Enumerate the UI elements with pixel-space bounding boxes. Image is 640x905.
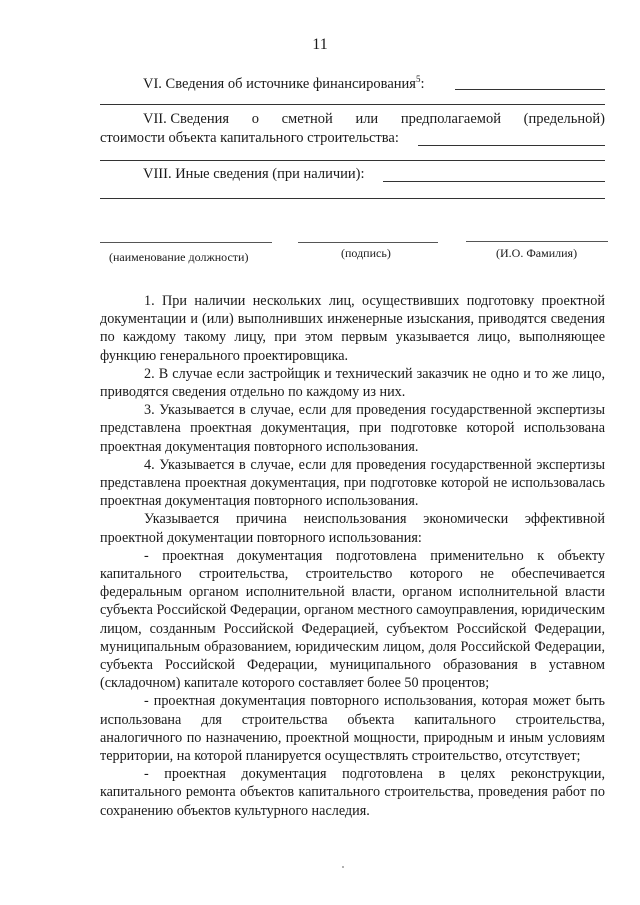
- footnotes-block: [100, 292, 605, 820]
- scan-speck: [342, 866, 344, 868]
- section-vii-fill-line-2: [100, 160, 605, 161]
- section-vi-heading: [143, 74, 425, 93]
- footnote-5-intro: Указывается причина неиспользования экономически эффективной проектной документации повторного использования:: [100, 511, 605, 546]
- section-vi-label: VI. Сведения об источнике финансирования: [143, 76, 416, 92]
- section-vii-word: VII. Сведения: [143, 111, 230, 127]
- section-viii-fill-line-2: [100, 198, 605, 199]
- position-caption: (наименование должности): [109, 250, 249, 264]
- section-vii-line-1: [143, 111, 605, 128]
- section-vi-fill-line-2: [100, 104, 605, 105]
- section-vii-word: предполагаемой: [400, 111, 501, 127]
- section-vii-word: сметной: [281, 111, 333, 127]
- footnote-1: 1. При наличии нескольких лиц, осуществивших подготовку проектной документации и (или) выполнивших инженерные изыскания, приводятся сведения по каждому такому лицу, при этом первым указывается лицо, выполняющее функцию генерального проектировщика.: [100, 293, 605, 364]
- footnote-5-item-2: - проектная документация повторного использования, которая может быть использована для строительства объекта капитального строительства, аналогичного по назначению, проектной мощности, природным и иным условиям территории, на которой планируется осуществлять строительство, отсутствует;: [100, 693, 605, 765]
- section-viii-heading: VIII. Иные сведения (при наличии):: [143, 166, 365, 182]
- section-vii-word: (предельной): [523, 111, 605, 127]
- section-vii-word: о: [251, 111, 259, 127]
- section-vi-fill-line: [455, 89, 605, 90]
- footnote-5-item-3: - проектная документация подготовлена в целях реконструкции, капитального ремонта объектов капитального строительства, проведения работ по сохранению объектов культурного наследия.: [100, 766, 605, 819]
- signature-line: [298, 242, 438, 243]
- name-line: [466, 241, 608, 242]
- footnote-2: 2. В случае если застройщик и технический заказчик не одно и то же лицо, приводятся сведения отдельно по каждому из них.: [100, 365, 605, 401]
- section-vii-word: или: [355, 111, 379, 127]
- footnote-ref-5: 5: [415, 74, 421, 84]
- footnote-5-item-1: - проектная документация подготовлена применительно к объекту капитального строительства, строительство которого не обеспечивается федеральным органом исполнительной власти, органом исполнительной власти субъекта Российской Федерации, органом местного самоуправления, юридическим лицом, созданным Российской Федерацией, субъектом Российской Федерации, муниципальным образованием, юридическим лицом, доля Российской Федерации, субъекта Российской Федерации, муниципального образования в уставном (складочном) капитале которого составляет более 50 процентов;: [100, 547, 605, 692]
- section-vii-fill-line: [418, 145, 605, 146]
- section-vii-line-2: стоимости объекта капитального строительства:: [100, 130, 399, 146]
- page-number: 11: [312, 36, 328, 53]
- name-caption: (И.О. Фамилия): [496, 246, 578, 260]
- section-vi-colon: :: [420, 76, 425, 92]
- footnote-4: 4. Указывается в случае, если для проведения государственной экспертизы представлена проектная документация, при подготовке которой не использовалась проектная документация повторного использования.: [100, 456, 605, 510]
- footnote-3: 3. Указывается в случае, если для проведения государственной экспертизы представлена проектная документация, при подготовке которой использована проектная документация повторного использования.: [100, 402, 605, 455]
- signature-caption: (подпись): [341, 246, 391, 260]
- section-viii-fill-line: [383, 181, 605, 182]
- position-line: [100, 242, 272, 243]
